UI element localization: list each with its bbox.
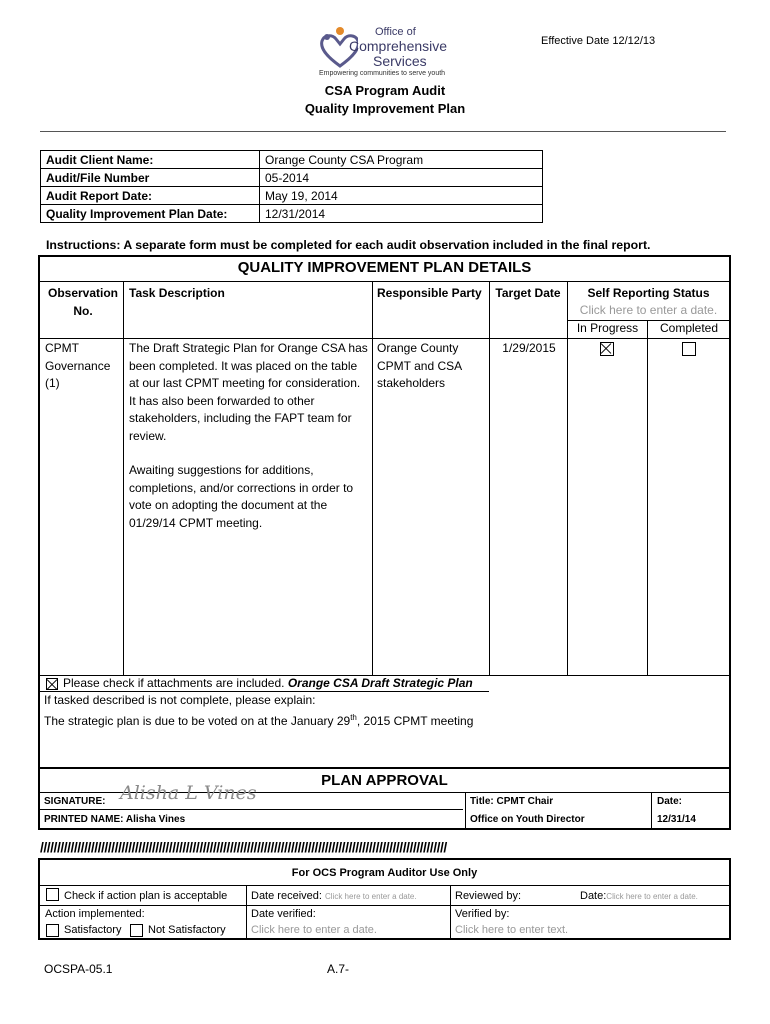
approval-date-value: 12/31/14 (657, 814, 696, 825)
col-task: Task Description (129, 286, 225, 300)
verified-by-placeholder[interactable]: Click here to enter text. (455, 924, 569, 936)
incomplete-text-a: The strategic plan is due to be voted on at the January 29 (44, 714, 351, 728)
date-verified-label: Date verified: (251, 908, 316, 920)
approval-office: Office on Youth Director (470, 814, 585, 825)
approval-date-label: Date: (657, 796, 683, 807)
effective-date: Effective Date 12/12/13 (541, 35, 656, 47)
title-line-1: CSA Program Audit (324, 83, 446, 98)
client-row (41, 151, 543, 169)
date-received[interactable] (251, 888, 417, 905)
attachments-checkbox[interactable] (46, 678, 58, 690)
auditor-heading: For OCS Program Auditor Use Only (291, 867, 478, 879)
incomplete-text-b: , 2015 CPMT meeting (356, 714, 474, 728)
review-date-placeholder: Click here to enter a date. (606, 892, 698, 901)
printed-name: PRINTED NAME: Alisha Vines (44, 814, 186, 825)
logo-tagline: Empowering communities to serve youth (319, 70, 446, 77)
ocs-logo (318, 26, 458, 82)
client-value[interactable]: Orange County CSA Program (260, 151, 543, 169)
date-received-label: Date received: (251, 890, 322, 902)
col-target: Target Date (495, 286, 561, 300)
client-value[interactable]: May 19, 2014 (260, 187, 543, 205)
attachments-label: Please check if attachments are included. (63, 676, 285, 690)
client-row (41, 205, 543, 223)
task-paragraph-2: Awaiting suggestions for additions, completions, and/or corrections in order to vote on adopting the document at the 01/29/14 CPMT meeting. (129, 463, 354, 530)
target-date: 1/29/2015 (502, 341, 556, 355)
plan-details-box (38, 255, 731, 830)
logo-line-1: Office of (375, 26, 416, 38)
client-row (41, 169, 543, 187)
client-info-table (40, 150, 543, 223)
not-satisfactory-checkbox[interactable] (130, 924, 143, 937)
signature-image: Alisha L Vines (120, 782, 257, 804)
plan-details-heading: QUALITY IMPROVEMENT PLAN DETAILS (237, 259, 532, 276)
acceptable-label: Check if action plan is acceptable (64, 890, 228, 902)
title-line-2: Quality Improvement Plan (304, 101, 466, 116)
responsible-party: Orange County CPMT and CSA stakeholders (377, 341, 462, 390)
logo-line-3: Services (373, 53, 427, 69)
date-verified-placeholder[interactable]: Click here to enter a date. (251, 924, 377, 936)
logo-line-2: Comprehensive (349, 38, 448, 54)
client-value[interactable]: 05-2014 (260, 169, 543, 187)
col-status: Self Reporting Status (587, 286, 710, 300)
client-label: Quality Improvement Plan Date: (41, 205, 260, 223)
task-paragraph-1: The Draft Strategic Plan for Orange CSA has been completed. It was placed on the table at our last CPMT meeting for consideration. It has also been forwarded to other stakeholders, including the FAPT team for review. (129, 341, 368, 443)
divider-slashes: //////////////////////////////////////////////////////////////////////////////////////////////////////////////////////// (40, 839, 447, 855)
signature-label: SIGNATURE: (44, 796, 106, 807)
approval-title: Title: CPMT Chair (470, 796, 554, 807)
acceptable-checkbox[interactable] (46, 888, 59, 901)
status-date-placeholder[interactable]: Click here to enter a date. (579, 303, 718, 317)
satisfactory-label: Satisfactory (64, 924, 122, 936)
satisfactory-checkbox[interactable] (46, 924, 59, 937)
form-id: OCSPA-05.1 (44, 962, 113, 976)
client-label: Audit Client Name: (41, 151, 260, 169)
review-date[interactable] (580, 888, 698, 905)
auditor-box (38, 858, 731, 940)
client-label: Audit/File Number (41, 169, 260, 187)
col-observation: Observation No. (47, 286, 119, 318)
col-completed: Completed (659, 321, 719, 335)
client-value[interactable]: 12/31/2014 (260, 205, 543, 223)
verified-by-label: Verified by: (455, 908, 510, 920)
review-date-label: Date: (580, 890, 607, 902)
not-satisfactory-label: Not Satisfactory (148, 924, 226, 936)
task-description (129, 340, 369, 532)
attachments-name: Orange CSA Draft Strategic Plan (287, 676, 473, 690)
incomplete-sup: th (350, 713, 357, 722)
in-progress-checkbox[interactable] (600, 342, 614, 356)
date-received-placeholder: Click here to enter a date. (325, 892, 417, 901)
observation-number: CPMT Governance (1) (45, 341, 111, 390)
col-responsible: Responsible Party (377, 286, 482, 300)
attachments-row (63, 675, 473, 693)
page-number: A.7- (327, 962, 350, 976)
incomplete-label: If tasked described is not complete, please explain: (44, 693, 316, 707)
client-row (41, 187, 543, 205)
action-implemented-label: Action implemented: (45, 908, 145, 920)
completed-checkbox[interactable] (682, 342, 696, 356)
col-in-progress: In Progress (576, 321, 639, 335)
reviewed-by-label[interactable]: Reviewed by: (455, 890, 522, 902)
incomplete-explanation[interactable] (44, 709, 473, 731)
client-label: Audit Report Date: (41, 187, 260, 205)
plan-approval-heading: PLAN APPROVAL (321, 772, 448, 789)
instructions: Instructions: A separate form must be completed for each audit observation included in the final report. (46, 238, 651, 252)
header-rule (40, 131, 726, 132)
